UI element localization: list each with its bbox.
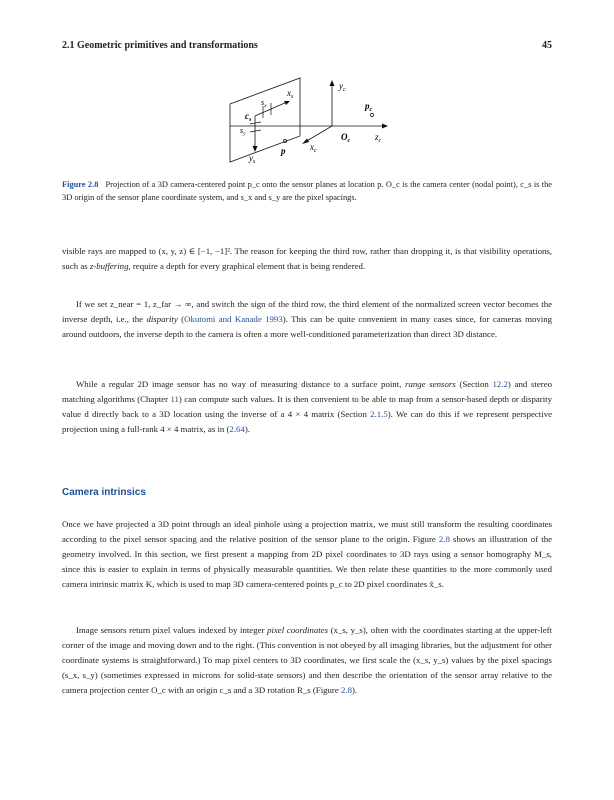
section-link[interactable]: 12.2	[492, 379, 508, 389]
figure-camera-projection	[225, 76, 400, 168]
point-pc	[370, 113, 373, 116]
label-cs: $c_s$	[245, 111, 252, 123]
label-zc: $z_c$	[375, 132, 382, 144]
label-xs: $x_s$	[287, 88, 294, 100]
label-xc: $x_c$	[310, 142, 317, 154]
paragraph-2: If we set z_near = 1, z_far → ∞, and switch the sign of the third row, the third element of the normalized screen vector becomes the inverse depth, i.e., the disparity (Okutomi and Kanade 1993). This can be quite convenient in many cases since, for cameras moving around outdoors, the inverse depth to the camera is often a more well-conditioned parameterization than direct 3D distance.	[62, 299, 552, 339]
label-yc: $y_c$	[339, 81, 346, 93]
caption-text: Projection of a 3D camera-centered point p_c onto the sensor planes at location p. O_c is the camera center (nodal point), c_s is the 3D origin of the sensor plane coordinate system, and s_x and s_y are the pixel spacings.	[62, 180, 553, 202]
paragraph-4: Once we have projected a 3D point through an ideal pinhole using a projection matrix, we must still transform the resulting coordinates according to the pixel sensor spacing and the relative position of the sensor plane to the origin. Figure 2.8 shows an illustration of the geometry involved. In this section, we first present a mapping from 2D pixel coordinates to 3D rays using a sensor homography M_s, since this is easier to explain in terms of physically measurable quantities. We then relate these quantities to the more commonly used camera intrinsic matrix K, which is used to map 3D camera-centered points p_c to 2D pixel coordinates x̃_s.	[62, 519, 552, 589]
xc-axis	[305, 126, 332, 142]
paragraph-1: visible rays are mapped to (x, y, z) ∈ [−1, −1]². The reason for keeping the third row, rather than dropping it, is that visibility operations, such as z-buffering, require a depth for every graphical element that is being rendered.	[62, 246, 552, 271]
label-sy: $s_y$	[240, 126, 246, 137]
figure-label[interactable]: Figure 2.8	[62, 180, 99, 189]
page-number: 45	[542, 40, 552, 51]
paragraph-3: While a regular 2D image sensor has no way of measuring distance to a surface point, range sensors (Section 12.2) and stereo matching algorithms (Chapter 11) can compute such values. It is then convenient to be able to map from a sensor-based depth or disparity value d directly back to a 3D location using the inverse of a 4 × 4 matrix (Section 2.1.5). We can do this if we represent perspective projection using a full-rank 4 × 4 matrix, as in (2.64).	[62, 379, 552, 434]
figure-link[interactable]: 2.8	[340, 684, 352, 695]
section-title: 2.1 Geometric primitives and transformations	[62, 40, 258, 51]
figure-link[interactable]: 2.8	[438, 533, 450, 544]
label-ys: $y_s$	[249, 153, 256, 165]
label-oc: $O_c$	[341, 132, 351, 144]
figure-caption	[62, 178, 552, 204]
paragraph-5: Image sensors return pixel values indexed by integer pixel coordinates (x_s, y_s), often with the coordinates starting at the upper-left corner of the image and moving down and to the right. (This convention is not obeyed by all imaging libraries, but the adjustment for other coordinate systems is straightforward.) To map pixel centers to 3D coordinates, we first scale the (x_s, y_s) values by the pixel spacings (s_x, s_y) (sometimes expressed in microns for solid-state sensors) and then describe the orientation of the sensor array relative to the camera projection center O_c with an origin c_s and a 3D rotation R_s (Figure 2.8).	[62, 625, 552, 695]
chapter-link[interactable]: 11	[170, 393, 179, 404]
label-sx: $s_x$	[261, 98, 267, 109]
label-pc: $p_c$	[365, 101, 373, 113]
label-p: p	[281, 146, 286, 156]
section-link[interactable]: 2.1.5	[370, 408, 388, 419]
equation-link[interactable]: 2.64	[229, 423, 245, 434]
citation-link[interactable]: Okutomi and Kanade 1993	[184, 313, 283, 324]
section-heading: Camera intrinsics	[62, 487, 146, 498]
